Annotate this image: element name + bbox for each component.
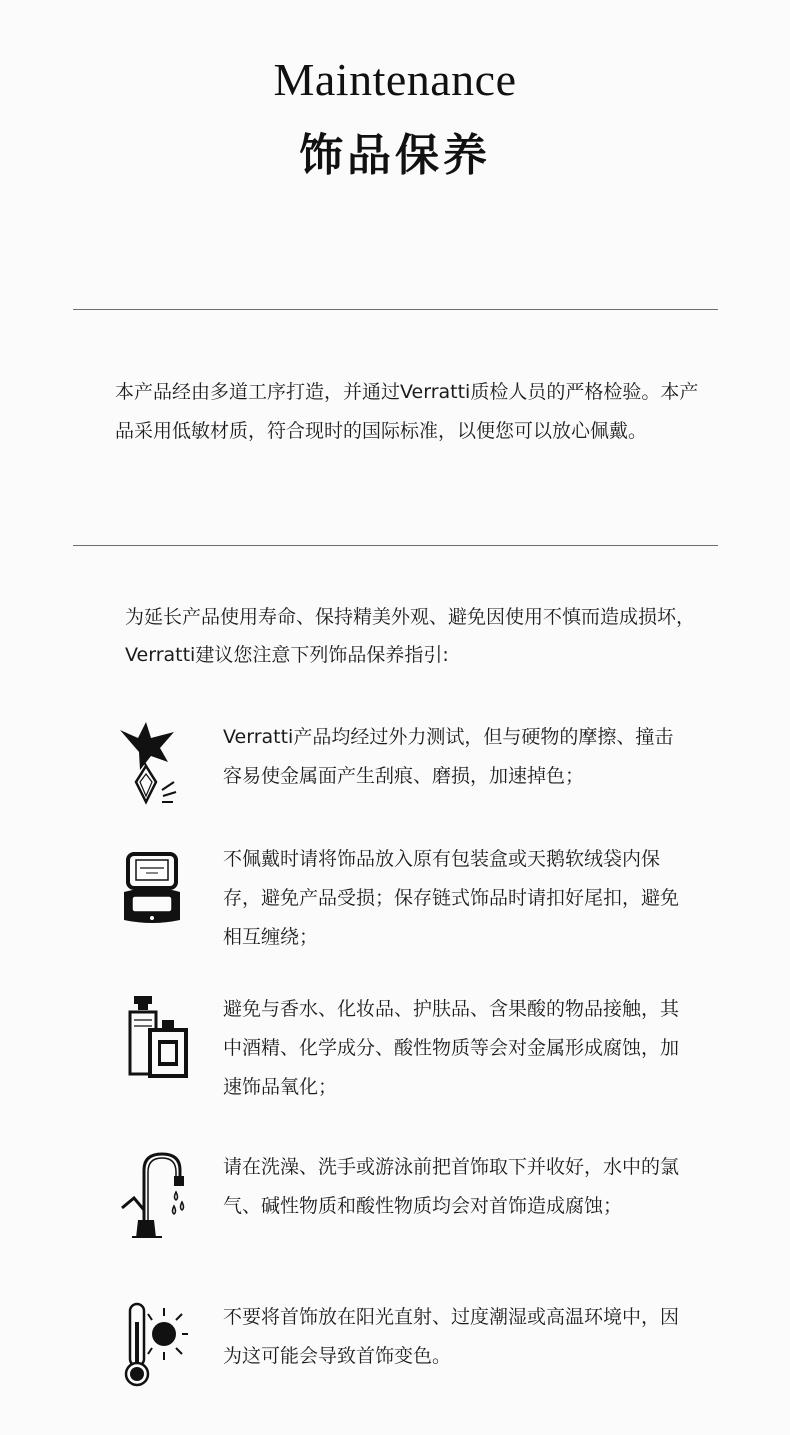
care-tip-text: Verratti产品均经过外力测试，但与硬物的摩擦、撞击容易使金属面产生刮痕、磨损，加速掉色； xyxy=(223,726,674,787)
care-tip-text: 避免与香水、化妆品、护肤品、含果酸的物品接触，其中酒精、化学成分、酸性物质等会对金属形成腐蚀，加速饰品氧化； xyxy=(223,998,680,1098)
guide-paragraph: 为延长产品使用寿命、保持精美外观、避免因使用不慎而造成损坏，Verratti建议您注意下列饰品保养指引: xyxy=(125,606,696,666)
page-title-zh: 饰品保养 xyxy=(299,130,491,181)
perfume-bottles-icon xyxy=(118,990,188,1080)
gem-impact-icon xyxy=(118,718,188,808)
divider-top xyxy=(73,309,718,310)
page-title-en: Maintenance xyxy=(273,54,517,105)
jewelry-box-icon xyxy=(118,840,188,930)
divider-middle xyxy=(73,545,718,546)
care-tip-text: 请在洗澡、洗手或游泳前把首饰取下并收好，水中的氯气、碱性物质和酸性物质均会对首饰造成腐蚀； xyxy=(223,1156,680,1217)
faucet-icon xyxy=(118,1148,188,1238)
care-tip-text: 不佩戴时请将饰品放入原有包装盒或天鹅软绒袋内保存，避免产品受损；保存链式饰品时请扣好尾扣，避免相互缠绕； xyxy=(223,848,680,948)
intro-paragraph: 本产品经由多道工序打造，并通过Verratti质检人员的严格检验。本产品采用低敏材质，符合现时的国际标准，以便您可以放心佩戴。 xyxy=(115,381,699,442)
care-tip-text: 不要将首饰放在阳光直射、过度潮湿或高温环境中，因为这可能会导致首饰变色。 xyxy=(223,1306,680,1367)
thermometer-sun-icon xyxy=(118,1298,188,1388)
